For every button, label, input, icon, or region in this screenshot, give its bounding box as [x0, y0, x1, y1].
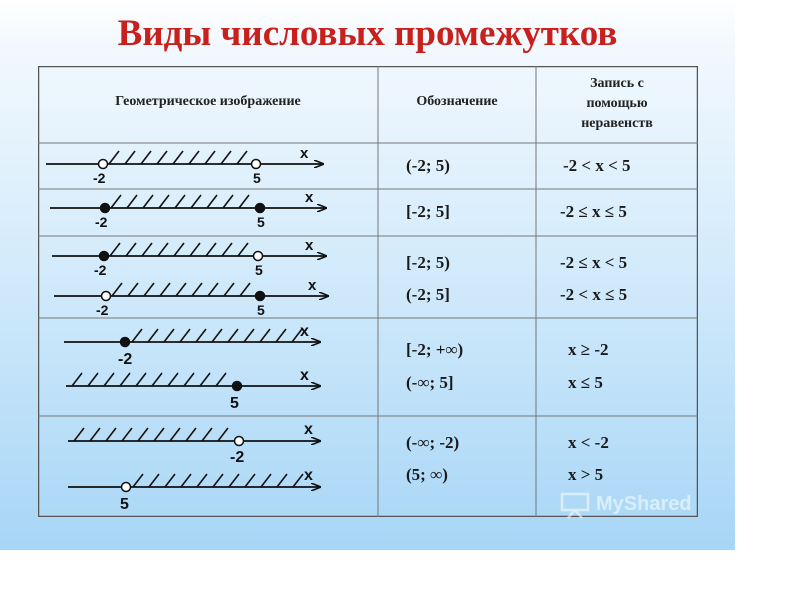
hatching — [90, 428, 100, 441]
hatching — [138, 428, 148, 441]
presentation-icon — [560, 491, 590, 519]
hatching — [223, 195, 233, 208]
tick-label: -2 — [96, 302, 109, 318]
hatching — [202, 428, 212, 441]
hatching — [173, 151, 183, 164]
header-geometric: Геометрическое изображение — [115, 94, 301, 109]
hatching — [157, 151, 167, 164]
notation-cell: (-2; 5] — [406, 285, 450, 304]
open-point — [99, 160, 108, 169]
tick-label: 5 — [257, 214, 265, 230]
hatching — [276, 329, 286, 342]
inequality-cell: x > 5 — [568, 465, 604, 484]
header-inequality-line: неравенств — [581, 116, 653, 131]
tick-label: 5 — [255, 262, 263, 278]
hatching — [174, 243, 184, 256]
hatching — [120, 373, 130, 386]
hatching — [128, 283, 138, 296]
hatching — [277, 474, 287, 487]
hatching — [239, 195, 249, 208]
hatching — [148, 329, 158, 342]
hatching — [176, 283, 186, 296]
hatching — [206, 243, 216, 256]
closed-point — [100, 252, 109, 261]
hatching — [170, 428, 180, 441]
hatching — [221, 151, 231, 164]
hatching — [190, 243, 200, 256]
hatching — [222, 243, 232, 256]
hatching — [228, 329, 238, 342]
tick-label: 5 — [120, 496, 129, 513]
hatching — [196, 329, 206, 342]
hatching — [154, 428, 164, 441]
hatching — [165, 474, 175, 487]
hatching — [212, 329, 222, 342]
hatching — [164, 329, 174, 342]
hatching — [197, 474, 207, 487]
inequality-cell: -2 ≤ x ≤ 5 — [560, 202, 627, 221]
axis-var-label: x — [300, 323, 309, 340]
inequality-cell: -2 < x ≤ 5 — [560, 285, 628, 304]
inequality-cell: -2 ≤ x < 5 — [560, 253, 628, 272]
open-point — [252, 160, 261, 169]
notation-cell: (-2; 5) — [406, 156, 450, 175]
hatching — [106, 428, 116, 441]
axis-var-label: x — [304, 421, 313, 438]
hatching — [184, 373, 194, 386]
hatching — [122, 428, 132, 441]
hatching — [191, 195, 201, 208]
hatching — [127, 195, 137, 208]
closed-point — [101, 204, 110, 213]
hatching — [74, 428, 84, 441]
hatching — [125, 151, 135, 164]
hatching — [149, 474, 159, 487]
axis-var-label: x — [308, 277, 317, 294]
hatching — [237, 151, 247, 164]
number-lines — [46, 145, 328, 513]
notation-cell: [-2; 5) — [406, 253, 450, 272]
hatching — [180, 329, 190, 342]
notation-cell: (5; ∞) — [406, 465, 448, 484]
hatching — [192, 283, 202, 296]
tick-label: 5 — [253, 170, 261, 186]
hatching — [144, 283, 154, 296]
hatching — [213, 474, 223, 487]
tick-label: -2 — [94, 262, 107, 278]
hatching — [168, 373, 178, 386]
notation-cell: (-∞; 5] — [406, 373, 454, 392]
closed-point — [256, 292, 265, 301]
header-inequality-line: помощью — [586, 96, 648, 111]
hatching — [142, 243, 152, 256]
notation-cell: [-2; +∞) — [406, 340, 464, 359]
hatching — [104, 373, 114, 386]
hatching — [136, 373, 146, 386]
hatching — [72, 373, 82, 386]
axis-var-label: x — [305, 237, 314, 254]
tick-label: -2 — [95, 214, 108, 230]
watermark — [560, 490, 710, 520]
closed-point — [233, 382, 242, 391]
hatching — [244, 329, 254, 342]
hatching — [109, 151, 119, 164]
open-point — [235, 437, 244, 446]
hatching — [224, 283, 234, 296]
hatching — [200, 373, 210, 386]
hatching — [88, 373, 98, 386]
hatching — [208, 283, 218, 296]
hatching — [189, 151, 199, 164]
hatching — [160, 283, 170, 296]
tick-label: -2 — [93, 170, 106, 186]
hatching — [218, 428, 228, 441]
page-title: Виды числовых промежутков — [117, 13, 618, 54]
hatching — [260, 329, 270, 342]
header-inequality-line: Запись с — [590, 76, 644, 91]
inequality-cell: x ≥ -2 — [568, 340, 609, 359]
hatching — [159, 195, 169, 208]
hatching — [175, 195, 185, 208]
intervals-table — [38, 66, 698, 517]
notation-cell: (-∞; -2) — [406, 433, 460, 452]
open-point — [122, 483, 131, 492]
open-point — [102, 292, 111, 301]
closed-point — [121, 338, 130, 347]
hatching — [186, 428, 196, 441]
inequality-cell: x < -2 — [568, 433, 609, 452]
tick-label: -2 — [230, 449, 245, 466]
tick-label: -2 — [118, 351, 133, 368]
hatching — [238, 243, 248, 256]
tick-label: 5 — [257, 302, 265, 318]
tick-label: 5 — [230, 395, 239, 412]
axis-var-label: x — [304, 467, 313, 484]
hatching — [141, 151, 151, 164]
header-notation: Обозначение — [416, 94, 498, 109]
axis-var-label: x — [300, 367, 309, 384]
inequality-cell: -2 < x < 5 — [563, 156, 631, 175]
inequality-cell: x ≤ 5 — [568, 373, 603, 392]
hatching — [205, 151, 215, 164]
hatching — [110, 243, 120, 256]
hatching — [152, 373, 162, 386]
closed-point — [256, 204, 265, 213]
hatching — [216, 373, 226, 386]
hatching — [111, 195, 121, 208]
hatching — [240, 283, 250, 296]
hatching — [229, 474, 239, 487]
hatching — [293, 474, 303, 487]
axis-var-label: x — [305, 189, 314, 206]
hatching — [158, 243, 168, 256]
header-inequality — [536, 74, 698, 134]
hatching — [126, 243, 136, 256]
hatching — [143, 195, 153, 208]
notation-cell: [-2; 5] — [406, 202, 450, 221]
hatching — [133, 474, 143, 487]
hatching — [261, 474, 271, 487]
hatching — [245, 474, 255, 487]
hatching — [132, 329, 142, 342]
open-point — [254, 252, 263, 261]
hatching — [112, 283, 122, 296]
hatching — [181, 474, 191, 487]
hatching — [207, 195, 217, 208]
watermark-text: MyShared — [596, 493, 692, 515]
axis-var-label: x — [300, 145, 309, 162]
